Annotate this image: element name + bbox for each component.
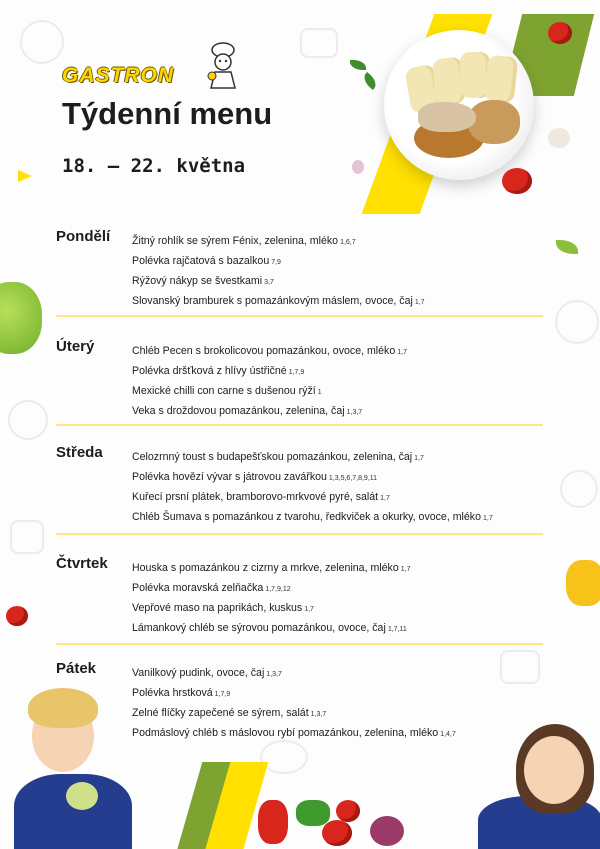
chef-mascot-icon [203, 42, 243, 90]
allergen-codes: 1,4,7 [440, 731, 456, 738]
allergen-codes: 1,3,7 [310, 711, 327, 718]
tomato-image [502, 168, 532, 194]
garlic-image [352, 160, 364, 174]
tomato-image [548, 22, 572, 44]
tomato-image [6, 606, 28, 626]
allergen-codes: 7,9 [271, 259, 281, 266]
allergen-codes: 1,7 [482, 515, 493, 522]
meal-item [132, 579, 410, 599]
meal-item [132, 402, 407, 422]
meal-item [132, 448, 493, 468]
meal-text: Zelné flíčky zapečené se sýrem, salát [132, 707, 309, 719]
allergen-codes: 1,7 [380, 495, 390, 502]
red-pepper-image [258, 800, 288, 844]
meal-list [132, 448, 493, 528]
meal-text: Vanilkový pudink, ovoce, čaj [132, 667, 265, 679]
meal-item [132, 704, 456, 724]
red-onion-image [370, 816, 404, 846]
meal-text: Polévka hrstková [132, 687, 213, 699]
background-doodle [20, 20, 64, 64]
day-name: Pondělí [56, 228, 111, 245]
allergen-codes: 1,7 [400, 566, 411, 573]
day-name: Pátek [56, 660, 97, 677]
meal-item [132, 342, 407, 362]
day-name: Úterý [56, 338, 95, 355]
meal-text: Rýžový nákyp se švestkami [132, 275, 263, 287]
allergen-codes: 3,7 [264, 279, 274, 286]
meal-text: Celozrnný toust s budapešťskou pomazánkou, zelenina, čaj [132, 451, 413, 463]
date-arrow-icon [18, 170, 32, 182]
background-doodle [300, 28, 338, 58]
allergen-codes: 1,7,9 [288, 369, 305, 376]
meal-text: Mexické chilli con carne s dušenou rýží [132, 385, 316, 397]
herb-leaf-image [350, 60, 366, 70]
meal-text: Polévka moravská zelňačka [132, 582, 264, 594]
meal-text: Vepřové maso na paprikách, kuskus [132, 602, 303, 614]
day-separator [56, 315, 543, 317]
meal-list [132, 664, 456, 744]
meal-text: Veka s droždovou pomazánkou, zelenina, čaj [132, 405, 345, 417]
meal-item [132, 599, 410, 619]
allergen-codes: 1,6,7 [340, 239, 356, 246]
background-doodle [500, 650, 540, 684]
meal-list [132, 232, 425, 312]
allergen-codes: 1,7,9 [214, 691, 231, 698]
rice-image [468, 100, 520, 144]
allergen-codes: 1,3,7 [266, 671, 282, 678]
mushroom-image [548, 128, 570, 148]
lettuce-image [0, 282, 42, 354]
meal-text: Polévka dršťková z hlívy ústřičné [132, 365, 287, 377]
allergen-codes: 1,3,7 [346, 409, 363, 416]
meal-item [132, 684, 456, 704]
background-doodle [260, 740, 308, 774]
dumpling-image [484, 55, 519, 104]
meal-item [132, 252, 425, 272]
meal-item [132, 382, 407, 402]
apple-image [66, 782, 98, 810]
meal-item [132, 292, 425, 312]
meal-text: Podmáslový chléb s máslovou rybí pomazánkou, zelenina, mléko [132, 727, 439, 739]
meal-item [132, 232, 425, 252]
background-doodle [560, 470, 598, 508]
boy-hair [28, 688, 98, 728]
meal-text: Chléb Šumava s pomazánkou z tvarohu, ředkviček a okurky, ovoce, mléko [132, 511, 481, 523]
meal-text: Žitný rohlík se sýrem Fénix, zelenina, mléko [132, 235, 339, 247]
meal-item [132, 468, 493, 488]
green-pepper-image [296, 800, 330, 826]
meat-image [418, 102, 476, 132]
day-name: Čtvrtek [56, 555, 108, 572]
day-separator [56, 643, 543, 645]
meal-item [132, 508, 493, 528]
background-doodle [8, 400, 48, 440]
day-separator [56, 424, 543, 426]
meal-item [132, 619, 410, 639]
meal-item [132, 362, 407, 382]
allergen-codes: 1,7,11 [387, 626, 407, 633]
meal-item [132, 664, 456, 684]
meal-list [132, 559, 410, 639]
meal-text: Polévka hovězí vývar s játrovou zavářkou [132, 471, 327, 483]
page-title: Týdenní menu [62, 96, 273, 131]
girl-face [524, 736, 584, 804]
meal-item [132, 559, 410, 579]
meal-item [132, 724, 456, 744]
tomato-image [336, 800, 360, 822]
meal-text: Chléb Pecen s brokolicovou pomazánkou, ovoce, mléko [132, 345, 396, 357]
meal-text: Slovanský bramburek s pomazánkovým máslem, ovoce, čaj [132, 295, 413, 307]
meal-text: Lámankový chléb se sýrovou pomazánkou, ovoce, čaj [132, 622, 386, 634]
tomato-image [322, 820, 352, 846]
allergen-codes: 1,7 [414, 299, 425, 306]
week-date-range: 18. – 22. května [62, 155, 246, 177]
allergen-codes: 1,7 [414, 455, 424, 462]
background-doodle [10, 520, 44, 554]
allergen-codes: 1,7,9,12 [265, 586, 291, 593]
day-separator [56, 533, 543, 535]
day-name: Středa [56, 444, 103, 461]
olive-image [556, 240, 578, 254]
allergen-codes: 1,3,5,6,7,8,9,11 [328, 475, 378, 482]
background-doodle [555, 300, 599, 344]
gastron-logo: GASTRON [62, 64, 174, 87]
meal-list [132, 342, 407, 422]
allergen-codes: 1,7 [397, 349, 407, 356]
yellow-pepper-image [566, 560, 600, 606]
meal-item [132, 272, 425, 292]
allergen-codes: 1 [317, 389, 322, 396]
meal-text: Kuřecí prsní plátek, bramborovo-mrkvové pyré, salát [132, 491, 379, 503]
herb-leaf-image [361, 72, 380, 90]
meal-text: Polévka rajčatová s bazalkou [132, 255, 270, 267]
meal-text: Houska s pomazánkou z cizrny a mrkve, zelenina, mléko [132, 562, 399, 574]
allergen-codes: 1,7 [304, 606, 314, 613]
meal-item [132, 488, 493, 508]
